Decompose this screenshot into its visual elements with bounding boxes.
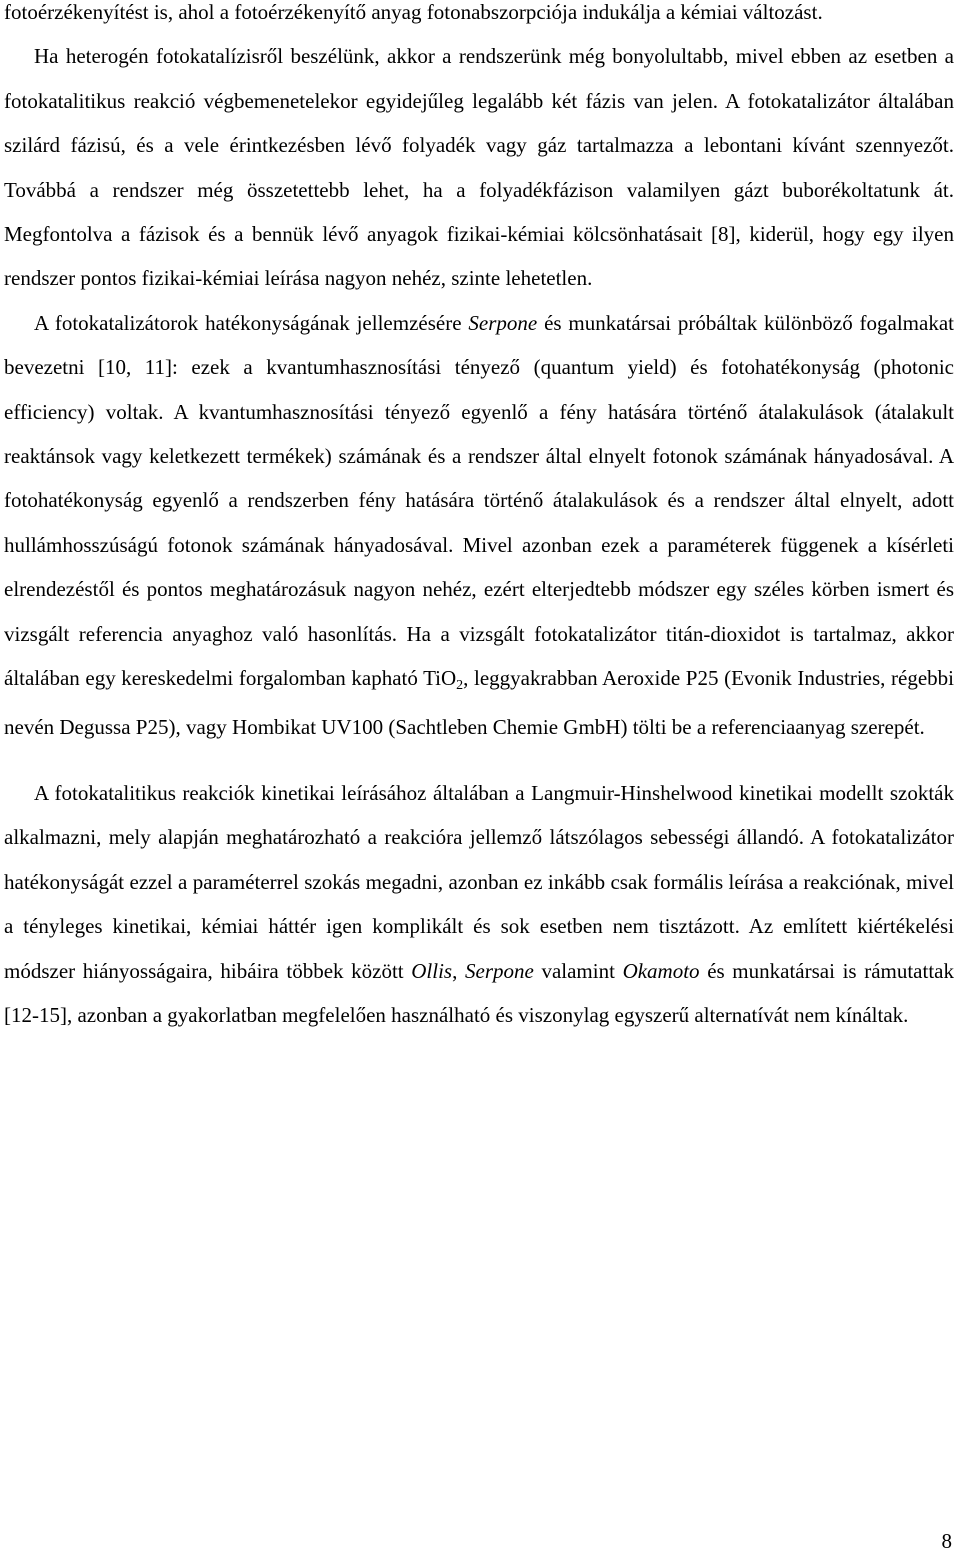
text-span: A fotokatalizátorok hatékonyságának jellemzésére (34, 310, 469, 335)
author-name: Serpone (468, 310, 538, 335)
text-span: A fotokatalitikus reakciók kinetikai leírásához általában a Langmuir-Hinshelwood kinetikai modellt szokták alkalmazni, mely alapján meghatározható a reakcióra jellemző látszólagos sebességi állandó. A fotokatalizátor hatékonyságát ezzel a paraméterrel szokás megadni, azonban ez inkább csak formális leírása a reakciónak, mivel a tényleges kinetikai, kémiai háttér igen komplikált és sok esetben nem tisztázott. Az említett kiértékelési módszer hiányosságaira, hibáira többek között (4, 780, 954, 983)
page-number: 8 (941, 1529, 952, 1553)
text-span: , (452, 958, 465, 983)
document-page (4, 0, 954, 1037)
paragraph-heterogeneous-photocatalysis: Ha heterogén fotokatalízisről beszélünk, akkor a rendszerünk még bonyolultabb, mivel ebben az esetben a fotokatalitikus reakció végbemenetelekor egyidejűleg legalább két fázis van jelen. A fotokatalizátor általában szilárd fázisú, és a vele érintkezésben lévő folyadék vagy gáz tartalmazza a lebontani kívánt szennyezőt. Továbbá a rendszer még összetettebb lehet, ha a folyadékfázison valamilyen gázt buborékoltatunk át. Megfontolva a fázisok és a bennük lévő anyagok fizikai-kémiai kölcsönhatásait [8], kiderül, hogy egy ilyen rendszer pontos fizikai-kémiai leírása nagyon nehéz, szinte lehetetlen. (4, 44, 954, 291)
paragraph-kinetics (4, 771, 954, 1037)
text-span: és munkatársai is rámutattak [12-15], azonban a gyakorlatban megfelelően használható és viszonylag egyszerű alternatívát nem kínáltak. (4, 958, 954, 1027)
author-name: Okamoto (622, 958, 700, 983)
text-span: , leggyakrabban Aeroxide P25 (Evonik Industries, régebbi nevén Degussa P25), vagy Hombikat UV100 (Sachtleben Chemie GmbH) tölti be a referenciaanyag szerepét. (4, 666, 954, 739)
paragraph-continuation: fotoérzékenyítést is, ahol a fotoérzékenyítő anyag fotonabszorpciója indukálja a kémiai változást. (4, 0, 823, 24)
text-span: valamint (533, 958, 623, 983)
author-name: Serpone (465, 958, 534, 983)
text-span: és munkatársai próbáltak különböző fogalmakat bevezetni [10, 11]: ezek a kvantumhasznosítási tényező (quantum yield) és fotohatékonyság (photonic efficiency) voltak. A kvantumhasznosítási tényező egyenlő a fény hatására történő átalakulások (átalakult reaktánsok vagy keletkezett termékek) számának és a rendszer által elnyelt fotonok számának hányadosával. A fotohatékonyság egyenlő a rendszerben fény hatására történő átalakulások és a rendszer által elnyelt, adott hullámhosszúságú fotonok számának hányadosával. Mivel azonban ezek a paraméterek függenek a kísérleti elrendezéstől és pontos meghatározásuk nagyon nehéz, ezért elterjedtebb módszer egy széles körben ismert és vizsgált referencia anyaghoz való hasonlítás. Ha a vizsgált fotokatalizátor titán-dioxidot is tartalmaz, akkor általában egy kereskedelmi forgalomban kapható TiO (4, 310, 954, 691)
author-name: Ollis (411, 958, 453, 983)
subscript: 2 (456, 678, 464, 694)
paragraph-photocatalyst-efficiency (4, 301, 954, 749)
